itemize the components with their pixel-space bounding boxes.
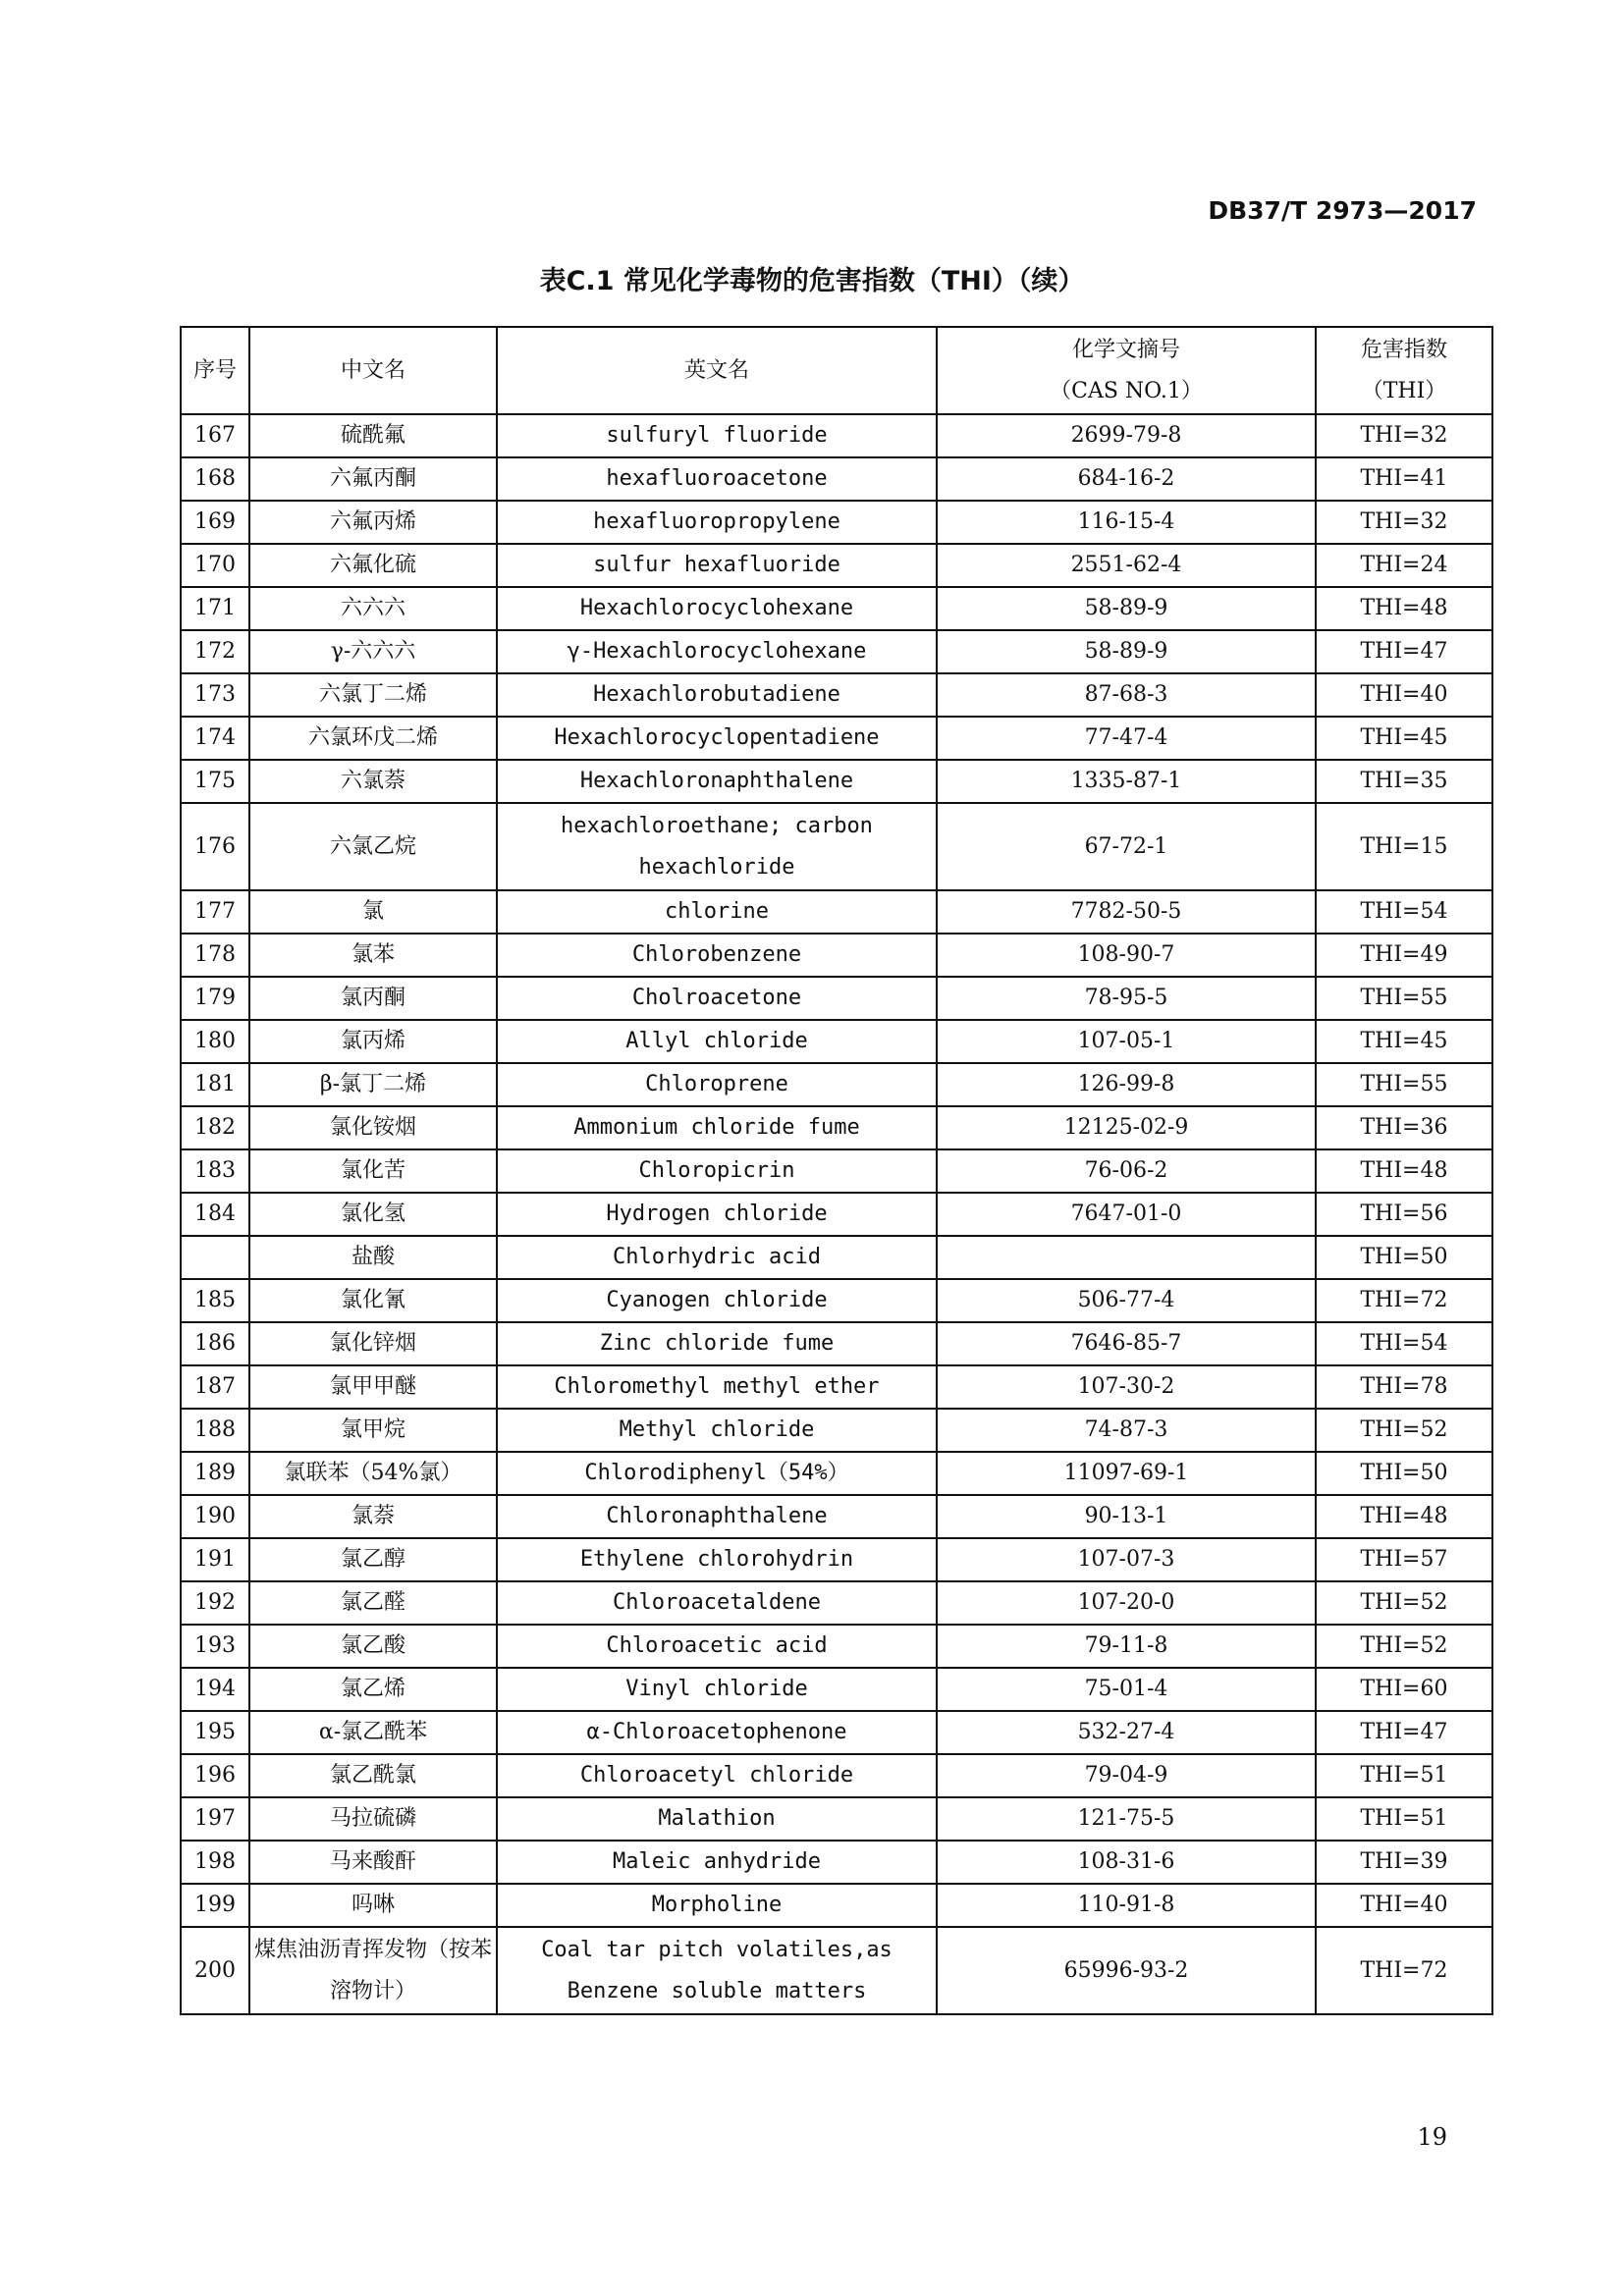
cell-en: Malathion <box>497 1797 937 1841</box>
table-row <box>181 1625 1492 1668</box>
cell-cn: 氯联苯（54%氯） <box>249 1452 497 1495</box>
cell-thi: THI=51 <box>1316 1754 1492 1797</box>
cell-cn: 硫酰氟 <box>249 414 497 457</box>
cell-no: 170 <box>181 544 249 587</box>
table-row <box>181 1236 1492 1279</box>
cell-cas: 116-15-4 <box>937 501 1316 544</box>
cell-cn: 氯化铵烟 <box>249 1106 497 1149</box>
cell-thi: THI=54 <box>1316 890 1492 934</box>
cell-cas: 76-06-2 <box>937 1149 1316 1193</box>
cell-thi: THI=45 <box>1316 717 1492 760</box>
cell-cn: 氯丙烯 <box>249 1020 497 1063</box>
cell-cn: 六六六 <box>249 587 497 630</box>
table-row <box>181 587 1492 630</box>
cell-en: Morpholine <box>497 1884 937 1927</box>
cell-cn: 六氯萘 <box>249 760 497 803</box>
cell-thi: THI=56 <box>1316 1193 1492 1236</box>
cell-cas: 75-01-4 <box>937 1668 1316 1711</box>
cell-cn: 氯化氢 <box>249 1193 497 1236</box>
document-id: DB37/T 2973—2017 <box>1208 196 1477 225</box>
cell-en: Hexachloronaphthalene <box>497 760 937 803</box>
cell-thi: THI=60 <box>1316 1668 1492 1711</box>
cell-no: 169 <box>181 501 249 544</box>
cell-en: Chloromethyl methyl ether <box>497 1365 937 1409</box>
cell-no: 171 <box>181 587 249 630</box>
cell-no: 176 <box>181 803 249 890</box>
cell-no: 195 <box>181 1711 249 1754</box>
header-cas-line2: （CAS NO.1） <box>1050 378 1203 403</box>
cell-thi: THI=78 <box>1316 1365 1492 1409</box>
cell-cn: 盐酸 <box>249 1236 497 1279</box>
cell-en: Coal tar pitch volatiles,as Benzene soluble matters <box>497 1927 937 2014</box>
cell-no: 200 <box>181 1927 249 2014</box>
cell-en: Allyl chloride <box>497 1020 937 1063</box>
cell-cn: 氯化苦 <box>249 1149 497 1193</box>
table-row <box>181 1711 1492 1754</box>
header-cn: 中文名 <box>249 327 497 414</box>
cell-thi: THI=51 <box>1316 1797 1492 1841</box>
cell-thi: THI=72 <box>1316 1927 1492 2014</box>
cell-no: 186 <box>181 1322 249 1365</box>
cell-en: Chlorodiphenyl（54%） <box>497 1452 937 1495</box>
table-row <box>181 803 1492 890</box>
cell-en: α-Chloroacetophenone <box>497 1711 937 1754</box>
table-row <box>181 1020 1492 1063</box>
cell-no: 198 <box>181 1841 249 1884</box>
table-row <box>181 544 1492 587</box>
table-row <box>181 1538 1492 1581</box>
cell-en: Vinyl chloride <box>497 1668 937 1711</box>
cell-no: 189 <box>181 1452 249 1495</box>
cell-en: Zinc chloride fume <box>497 1322 937 1365</box>
cell-cas: 90-13-1 <box>937 1495 1316 1538</box>
cell-cn: 六氯乙烷 <box>249 803 497 890</box>
table-title: 表C.1 常见化学毒物的危害指数（THI）（续） <box>539 266 1085 296</box>
cell-cas: 108-90-7 <box>937 934 1316 977</box>
cell-cas: 107-07-3 <box>937 1538 1316 1581</box>
cell-cas: 532-27-4 <box>937 1711 1316 1754</box>
table-row <box>181 1365 1492 1409</box>
cell-cas: 87-68-3 <box>937 673 1316 717</box>
cell-cas: 107-30-2 <box>937 1365 1316 1409</box>
cell-no: 199 <box>181 1884 249 1927</box>
cell-thi: THI=32 <box>1316 501 1492 544</box>
cell-cas: 1335-87-1 <box>937 760 1316 803</box>
cell-cas: 110-91-8 <box>937 1884 1316 1927</box>
cell-thi: THI=55 <box>1316 977 1492 1020</box>
table-row <box>181 1409 1492 1452</box>
cell-thi: THI=52 <box>1316 1409 1492 1452</box>
cell-cn: 六氯丁二烯 <box>249 673 497 717</box>
cell-cas: 506-77-4 <box>937 1279 1316 1322</box>
cell-thi: THI=48 <box>1316 587 1492 630</box>
cell-cn: 氯乙醇 <box>249 1538 497 1581</box>
table-row <box>181 1322 1492 1365</box>
cell-cas: 11097-69-1 <box>937 1452 1316 1495</box>
cell-cas <box>937 1236 1316 1279</box>
cell-thi: THI=48 <box>1316 1149 1492 1193</box>
table-row <box>181 457 1492 501</box>
header-thi-line1: 危害指数 <box>1360 337 1447 362</box>
cell-en: Chloroprene <box>497 1063 937 1106</box>
cell-thi: THI=47 <box>1316 1711 1492 1754</box>
cell-cas: 7782-50-5 <box>937 890 1316 934</box>
cell-cas: 2699-79-8 <box>937 414 1316 457</box>
header-cas-line1: 化学文摘号 <box>1071 337 1180 362</box>
cell-thi: THI=40 <box>1316 673 1492 717</box>
header-cas <box>937 327 1316 414</box>
cell-no: 196 <box>181 1754 249 1797</box>
cell-cas: 7647-01-0 <box>937 1193 1316 1236</box>
cell-en: sulfuryl fluoride <box>497 414 937 457</box>
cell-cas: 74-87-3 <box>937 1409 1316 1452</box>
table-row <box>181 1797 1492 1841</box>
cell-cn: 马拉硫磷 <box>249 1797 497 1841</box>
cell-no: 190 <box>181 1495 249 1538</box>
table-row <box>181 501 1492 544</box>
cell-cn: 氯甲甲醚 <box>249 1365 497 1409</box>
cell-thi: THI=32 <box>1316 414 1492 457</box>
cell-no: 191 <box>181 1538 249 1581</box>
table-row <box>181 977 1492 1020</box>
cell-cn: 马来酸酐 <box>249 1841 497 1884</box>
cell-thi: THI=47 <box>1316 630 1492 673</box>
table-row <box>181 1193 1492 1236</box>
cell-cas: 67-72-1 <box>937 803 1316 890</box>
cell-thi: THI=40 <box>1316 1884 1492 1927</box>
cell-en: chlorine <box>497 890 937 934</box>
cell-cas: 126-99-8 <box>937 1063 1316 1106</box>
cell-thi: THI=57 <box>1316 1538 1492 1581</box>
cell-thi: THI=41 <box>1316 457 1492 501</box>
cell-cn: 六氟丙烯 <box>249 501 497 544</box>
header-thi <box>1316 327 1492 414</box>
cell-no: 177 <box>181 890 249 934</box>
table-row <box>181 760 1492 803</box>
cell-en: hexafluoroacetone <box>497 457 937 501</box>
cell-en: Chloroacetyl chloride <box>497 1754 937 1797</box>
cell-cas: 107-20-0 <box>937 1581 1316 1625</box>
cell-thi: THI=48 <box>1316 1495 1492 1538</box>
cell-en: hexafluoropropylene <box>497 501 937 544</box>
table-row <box>181 934 1492 977</box>
cell-cas: 684-16-2 <box>937 457 1316 501</box>
cell-thi: THI=72 <box>1316 1279 1492 1322</box>
cell-cn: 氯乙酰氯 <box>249 1754 497 1797</box>
table-header-row <box>181 327 1492 414</box>
table-body <box>181 414 1492 2014</box>
header-no: 序号 <box>181 327 249 414</box>
table-row <box>181 1841 1492 1884</box>
cell-en: Hydrogen chloride <box>497 1193 937 1236</box>
cell-no: 184 <box>181 1193 249 1236</box>
cell-en: Cyanogen chloride <box>497 1279 937 1322</box>
cell-cn: 氯化锌烟 <box>249 1322 497 1365</box>
cell-cn: 六氟丙酮 <box>249 457 497 501</box>
cell-cn: 吗啉 <box>249 1884 497 1927</box>
cell-en: sulfur hexafluoride <box>497 544 937 587</box>
cell-cas: 107-05-1 <box>937 1020 1316 1063</box>
cell-thi: THI=50 <box>1316 1452 1492 1495</box>
cell-no: 173 <box>181 673 249 717</box>
cell-no: 175 <box>181 760 249 803</box>
table-row <box>181 717 1492 760</box>
cell-en: Hexachlorocyclopentadiene <box>497 717 937 760</box>
cell-thi: THI=24 <box>1316 544 1492 587</box>
cell-thi: THI=55 <box>1316 1063 1492 1106</box>
page-number: 19 <box>1417 2123 1447 2151</box>
cell-cn: 氯乙酸 <box>249 1625 497 1668</box>
cell-no: 188 <box>181 1409 249 1452</box>
cell-cas: 121-75-5 <box>937 1797 1316 1841</box>
header-thi-line2: （THI） <box>1361 378 1447 403</box>
table-row <box>181 1149 1492 1193</box>
cell-thi: THI=36 <box>1316 1106 1492 1149</box>
header-en: 英文名 <box>497 327 937 414</box>
cell-no: 178 <box>181 934 249 977</box>
cell-no: 193 <box>181 1625 249 1668</box>
cell-en: Chloroacetic acid <box>497 1625 937 1668</box>
cell-thi: THI=49 <box>1316 934 1492 977</box>
cell-no: 183 <box>181 1149 249 1193</box>
cell-cas: 65996-93-2 <box>937 1927 1316 2014</box>
cell-en: hexachloroethane; carbon hexachloride <box>497 803 937 890</box>
cell-thi: THI=52 <box>1316 1581 1492 1625</box>
cell-en: Chlorobenzene <box>497 934 937 977</box>
cell-en: Cholroacetone <box>497 977 937 1020</box>
cell-cas: 79-11-8 <box>937 1625 1316 1668</box>
cell-en: Chloronaphthalene <box>497 1495 937 1538</box>
table-row <box>181 1106 1492 1149</box>
cell-cn: 氯化氰 <box>249 1279 497 1322</box>
cell-cn: 氯 <box>249 890 497 934</box>
cell-cas: 2551-62-4 <box>937 544 1316 587</box>
cell-no: 168 <box>181 457 249 501</box>
cell-no <box>181 1236 249 1279</box>
table-row <box>181 1063 1492 1106</box>
cell-en: Maleic anhydride <box>497 1841 937 1884</box>
cell-thi: THI=50 <box>1316 1236 1492 1279</box>
table-row <box>181 673 1492 717</box>
cell-cas: 78-95-5 <box>937 977 1316 1020</box>
cell-no: 185 <box>181 1279 249 1322</box>
cell-thi: THI=39 <box>1316 1841 1492 1884</box>
table-row <box>181 1884 1492 1927</box>
cell-cn: 氯丙酮 <box>249 977 497 1020</box>
table-row <box>181 1452 1492 1495</box>
cell-cas: 108-31-6 <box>937 1841 1316 1884</box>
cell-thi: THI=52 <box>1316 1625 1492 1668</box>
cell-cas: 79-04-9 <box>937 1754 1316 1797</box>
cell-thi: THI=54 <box>1316 1322 1492 1365</box>
cell-en: Chloropicrin <box>497 1149 937 1193</box>
table-row <box>181 1927 1492 2014</box>
cell-en: Hexachlorocyclohexane <box>497 587 937 630</box>
cell-thi: THI=35 <box>1316 760 1492 803</box>
table-row <box>181 1668 1492 1711</box>
cell-no: 174 <box>181 717 249 760</box>
cell-no: 180 <box>181 1020 249 1063</box>
cell-thi: THI=15 <box>1316 803 1492 890</box>
cell-cn: γ-六六六 <box>249 630 497 673</box>
table-row <box>181 890 1492 934</box>
cell-no: 167 <box>181 414 249 457</box>
cell-cn: α-氯乙酰苯 <box>249 1711 497 1754</box>
cell-cn: 氯萘 <box>249 1495 497 1538</box>
cell-cn: 六氯环戊二烯 <box>249 717 497 760</box>
cell-cn: 煤焦油沥青挥发物（按苯溶物计） <box>249 1927 497 2014</box>
table-row <box>181 1279 1492 1322</box>
cell-cn: β-氯丁二烯 <box>249 1063 497 1106</box>
cell-en: Ammonium chloride fume <box>497 1106 937 1149</box>
cell-cas: 12125-02-9 <box>937 1106 1316 1149</box>
cell-cas: 58-89-9 <box>937 630 1316 673</box>
table-row <box>181 414 1492 457</box>
cell-thi: THI=45 <box>1316 1020 1492 1063</box>
cell-no: 182 <box>181 1106 249 1149</box>
cell-cas: 7646-85-7 <box>937 1322 1316 1365</box>
table-row <box>181 1495 1492 1538</box>
cell-no: 194 <box>181 1668 249 1711</box>
cell-en: Chlorhydric acid <box>497 1236 937 1279</box>
thi-table <box>180 326 1493 2015</box>
cell-en: γ-Hexachlorocyclohexane <box>497 630 937 673</box>
cell-en: Chloroacetaldene <box>497 1581 937 1625</box>
cell-cn: 氯乙醛 <box>249 1581 497 1625</box>
table-row <box>181 630 1492 673</box>
cell-no: 172 <box>181 630 249 673</box>
cell-en: Hexachlorobutadiene <box>497 673 937 717</box>
cell-no: 187 <box>181 1365 249 1409</box>
cell-en: Ethylene chlorohydrin <box>497 1538 937 1581</box>
cell-no: 197 <box>181 1797 249 1841</box>
cell-cn: 氯乙烯 <box>249 1668 497 1711</box>
cell-no: 192 <box>181 1581 249 1625</box>
cell-en: Methyl chloride <box>497 1409 937 1452</box>
table-row <box>181 1754 1492 1797</box>
cell-cn: 氯苯 <box>249 934 497 977</box>
cell-no: 179 <box>181 977 249 1020</box>
cell-cn: 六氟化硫 <box>249 544 497 587</box>
cell-cas: 77-47-4 <box>937 717 1316 760</box>
cell-no: 181 <box>181 1063 249 1106</box>
cell-cas: 58-89-9 <box>937 587 1316 630</box>
cell-cn: 氯甲烷 <box>249 1409 497 1452</box>
table-row <box>181 1581 1492 1625</box>
